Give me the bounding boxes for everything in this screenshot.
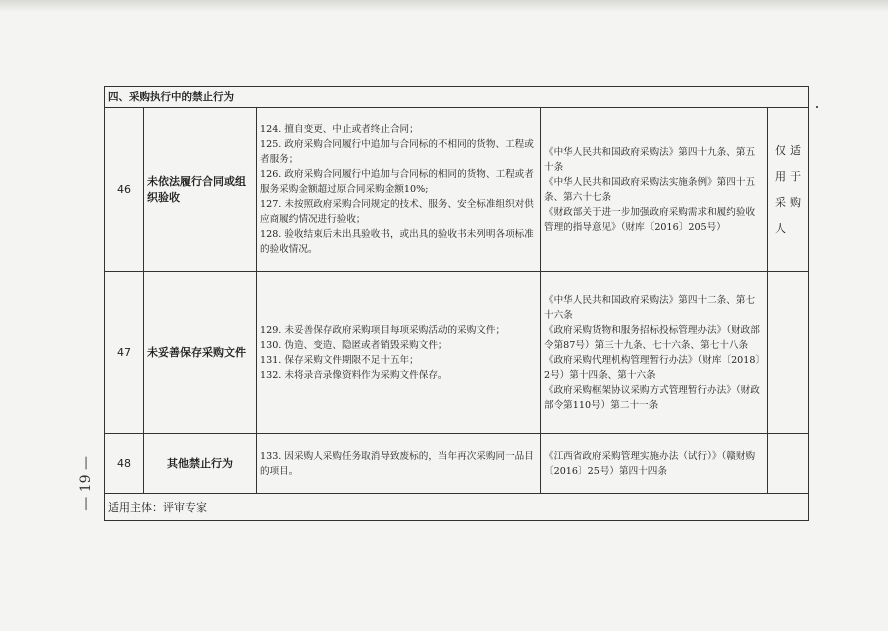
basis-text: 《财政部关于进一步加强政府采购需求和履约验收管理的指导意见》（财库〔2016〕205号） (544, 206, 756, 233)
behavior-items (257, 108, 541, 272)
scope-char: 人 (775, 221, 786, 235)
basis-text: 《江西省政府采购管理实施办法（试行）》（赣财购〔2016〕25号）第四十四条 (544, 450, 756, 477)
behavior-items (257, 434, 541, 494)
item-text: 132. 未将录音录像资料作为采购文件保存。 (260, 369, 448, 381)
scan-dot (816, 106, 818, 108)
legal-basis (541, 272, 768, 434)
section-header-row (105, 87, 809, 108)
prohibited-behaviors-table (104, 86, 809, 521)
basis-text: 《中华人民共和国政府采购法》第四十二条、第七十六条 (544, 294, 756, 321)
table-row (105, 272, 809, 434)
footer-row (105, 494, 809, 521)
scope-char: 适 (790, 143, 802, 157)
section-title: 四、采购执行中的禁止行为 (105, 87, 809, 108)
scope-char: 采 (775, 195, 786, 209)
page-top-edge (0, 0, 888, 12)
applicable-subject: 适用主体：评审专家 (105, 494, 809, 521)
item-text: 124. 擅自变更、中止或者终止合同； (260, 124, 419, 135)
behavior-items (257, 272, 541, 434)
table-row (105, 108, 809, 272)
scope-char: 用 (775, 169, 786, 183)
row-number: 47 (105, 272, 144, 434)
page-number: — 19 — (78, 456, 94, 511)
scope-char: 仅 (775, 143, 786, 157)
table-row (105, 434, 809, 494)
scope-char: 于 (790, 169, 802, 183)
basis-text: 《政府采购框架协议采购方式管理暂行办法》（财政部令第110号）第二十一条 (544, 384, 760, 411)
row-number: 48 (105, 434, 144, 494)
row-number: 46 (105, 108, 144, 272)
item-text: 125. 政府采购合同履行中追加与合同标的不相同的货物、工程或者服务； (260, 139, 534, 165)
basis-text: 《中华人民共和国政府采购法》第四十九条、第五十条 (544, 146, 756, 173)
legal-basis (541, 108, 768, 272)
behavior-name: 未妥善保存采购文件 (144, 272, 257, 434)
item-text: 128. 验收结束后未出具验收书，或出具的验收书未列明各项标准的验收情况。 (260, 229, 534, 255)
item-text: 130. 伪造、变造、隐匿或者销毁采购文件； (260, 339, 448, 351)
item-text: 127. 未按照政府采购合同规定的技术、服务、安全标准组织对供应商履约情况进行验收； (260, 199, 534, 225)
behavior-name: 其他禁止行为 (144, 434, 257, 494)
applicable-scope (768, 272, 809, 434)
basis-text: 《中华人民共和国政府采购法实施条例》第四十五条、第六十七条 (544, 176, 756, 203)
scope-char: 购 (790, 195, 802, 209)
behavior-name: 未依法履行合同或组织验收 (144, 108, 257, 272)
item-text: 133. 因采购人采购任务取消导致废标的，当年再次采购同一品目的项目。 (260, 450, 534, 477)
item-text: 131. 保存采购文件期限不足十五年； (260, 354, 419, 366)
basis-text: 《政府采购货物和服务招标投标管理办法》（财政部令第87号）第三十九条、七十六条、第七十八条 (544, 324, 760, 351)
applicable-scope (768, 434, 809, 494)
basis-text: 《政府采购代理机构管理暂行办法》（财库〔2018〕2号）第十四条、第十六条 (544, 354, 761, 381)
applicable-scope (768, 108, 809, 272)
item-text: 126. 政府采购合同履行中追加与合同标的相同的货物、工程或者服务采购金额超过原合同采购金额10%; (260, 169, 534, 195)
item-text: 129. 未妥善保存政府采购项目每项采购活动的采购文件； (260, 324, 506, 336)
legal-basis (541, 434, 768, 494)
